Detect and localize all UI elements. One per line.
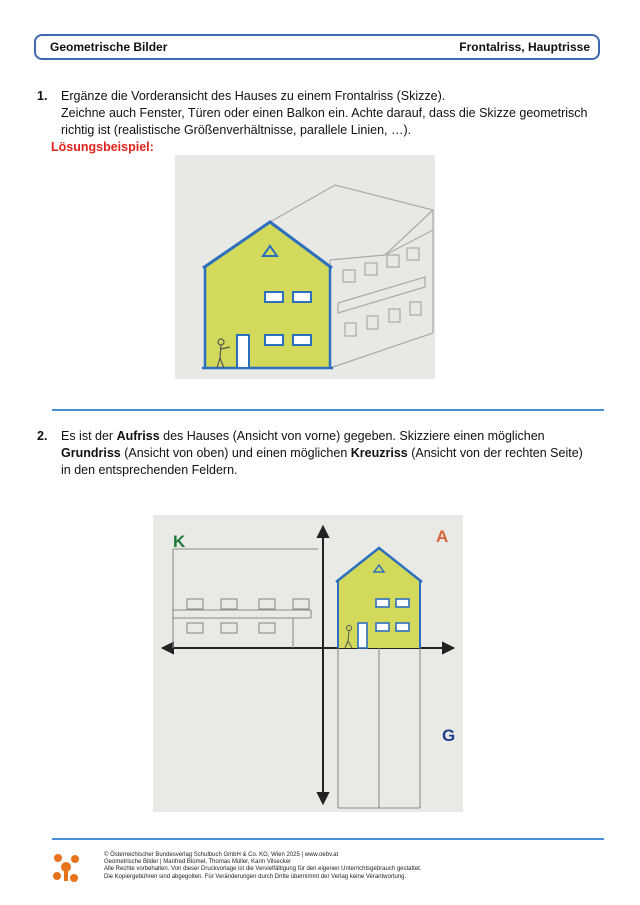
projection-axes (163, 527, 456, 803)
label-k: K (173, 532, 186, 551)
task-2-text-d: (Ansicht von der rechten Seite) (407, 446, 583, 460)
footer-line-3: Alle Rechte vorbehalten. Von dieser Druckvorlage ist die Vervielfältigung für den eigenen Unterrichtsgebrauch gestattet. (104, 866, 422, 873)
term-grundriss: Grundriss (61, 446, 121, 460)
projection-diagram-image (153, 515, 463, 812)
task-1-line-1: Ergänze die Vorderansicht des Hauses zu einem Frontalriss (Skizze). (61, 89, 446, 103)
publisher-logo-icon (52, 853, 80, 883)
footer-line-2: Geometrische Bilder | Manfred Blümel, Thomas Müller, Karin Vilsecker (104, 859, 292, 866)
task-2-text (61, 428, 621, 479)
projection-drawing (153, 515, 463, 812)
label-a: A (436, 527, 449, 546)
grundriss-field (338, 648, 420, 808)
footer-divider (52, 838, 604, 840)
house-door (237, 335, 249, 368)
term-aufriss: Aufriss (116, 429, 160, 443)
house-sketch-image (175, 155, 435, 379)
task-2-text-b: des Hauses (Ansicht von vorne) gegeben. Skizziere einen möglichen (159, 429, 545, 443)
task-1-line-3: richtig ist (realistische Größenverhältnisse, parallele Linien, …). (61, 123, 412, 137)
header-topic: Frontalriss, Hauptrisse (459, 40, 590, 54)
task-2-line-2 (61, 445, 621, 462)
aufriss-door (358, 623, 367, 648)
task-2-number: 2. (37, 429, 48, 443)
solution-label: Lösungsbeispiel: (51, 140, 154, 154)
footer-line-1: © Österreichischer Bundesverlag Schulbuch GmbH & Co. KG, Wien 2025 | www.oebv.at (104, 852, 339, 858)
footer-line-4: Die Kopiergebühren sind abgegolten. Für Veränderungen durch Dritte übernimmt der Verlag keine Verantwortung. (104, 873, 407, 880)
header-title: Geometrische Bilder (50, 40, 168, 54)
task-1-line-2: Zeichne auch Fenster, Türen oder einen Balkon ein. Achte darauf, dass die Skizze geometrisch (61, 106, 588, 120)
page-header (34, 34, 600, 60)
task-2-text-c: (Ansicht von oben) und einen möglichen (120, 446, 351, 460)
task-2-line-3: in den entsprechenden Feldern. (61, 463, 238, 477)
term-kreuzriss: Kreuzriss (350, 446, 408, 460)
kreuzriss-sketch (173, 549, 318, 648)
section-divider (52, 409, 604, 411)
task-1-number: 1. (37, 89, 48, 103)
task-2-text-a: Es ist der (61, 429, 117, 443)
label-g: G (442, 726, 456, 745)
house-sketch-drawing (175, 155, 435, 379)
task-1-text (51, 88, 621, 156)
footer-copyright (104, 852, 584, 881)
task-2-line-1 (61, 428, 621, 445)
